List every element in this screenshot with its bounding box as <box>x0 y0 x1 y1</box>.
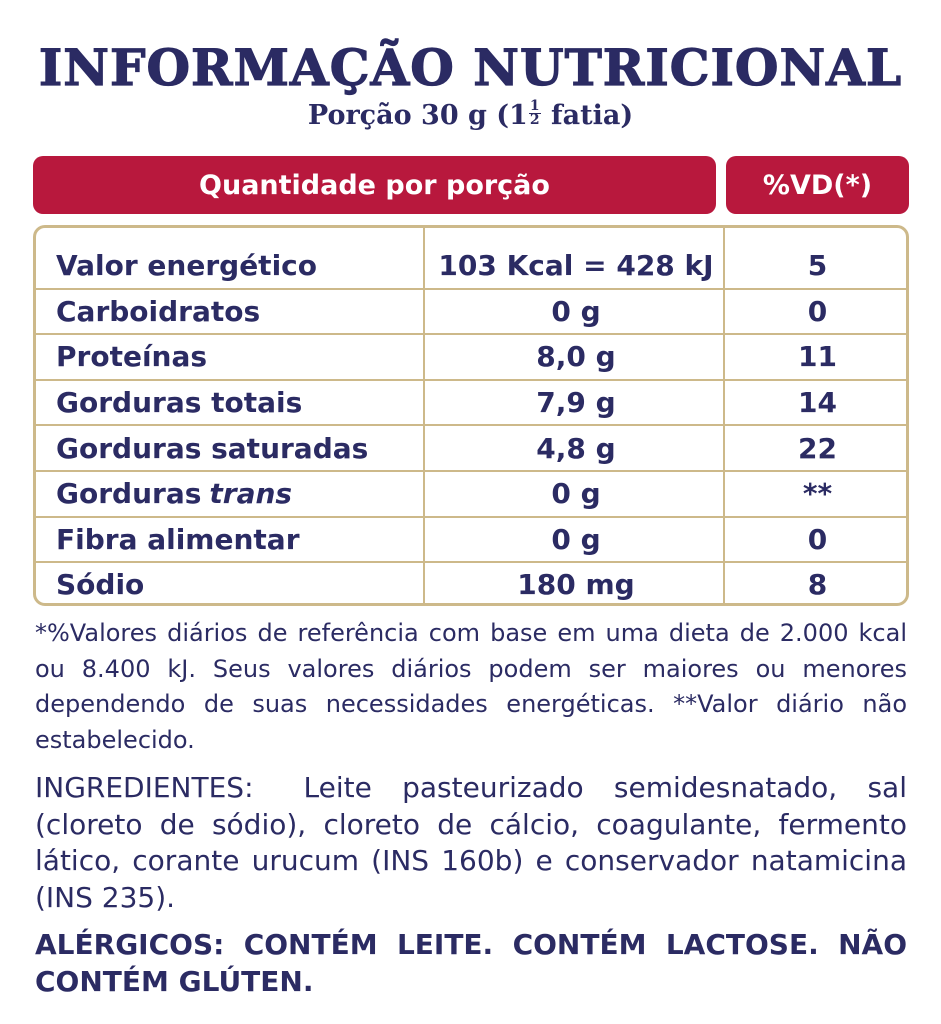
table-row <box>36 562 906 606</box>
nutrient-daily-value: 11 <box>798 340 837 374</box>
nutrient-label: Valor energético <box>56 249 317 283</box>
table-row <box>36 517 906 563</box>
nutrient-quantity: 7,9 g <box>536 386 616 420</box>
nutrient-quantity: 8,0 g <box>536 340 616 374</box>
table-row <box>36 380 906 426</box>
nutrient-daily-value: 14 <box>798 386 837 420</box>
serving-size <box>0 100 941 131</box>
table-row <box>36 334 906 380</box>
nutrient-name <box>56 289 426 335</box>
nutrient-quantity: 0 g <box>551 294 601 328</box>
fraction-denominator: 2 <box>529 112 540 128</box>
nutrient-name <box>56 562 426 606</box>
allergens-statement: ALÉRGICOS: CONTÉM LEITE. CONTÉM LACTOSE. NÃO CONTÉM GLÚTEN. <box>35 928 907 998</box>
nutrient-label-italic: trans <box>209 477 293 511</box>
table-row <box>36 471 906 517</box>
nutrient-daily-value: 0 <box>807 522 828 556</box>
serving-fraction <box>529 100 541 127</box>
daily-value-footnote: *%Valores diários de referência com base em uma dieta de 2.000 kcal ou 8.400 kJ. Seus valores diários podem ser maiores ou menores dependendo de suas necessidades energéticas. **Valor diário não estabelecido. <box>35 619 907 754</box>
nutrient-daily-value: 8 <box>807 568 828 602</box>
nutrient-label: Fibra alimentar <box>56 522 300 556</box>
nutrient-quantity: 4,8 g <box>536 431 616 465</box>
nutrient-quantity: 0 g <box>551 477 601 511</box>
nutrient-daily-value: ** <box>802 477 833 511</box>
table-row <box>36 243 906 289</box>
nutrient-quantity: 103 Kcal = 428 kJ <box>438 249 714 283</box>
nutrient-daily-value: 5 <box>807 249 828 283</box>
nutrient-daily-value: 22 <box>798 431 837 465</box>
nutrient-label: Sódio <box>56 568 145 602</box>
nutrient-daily-value: 0 <box>807 294 828 328</box>
nutrient-quantity: 180 mg <box>517 568 635 602</box>
nutrient-label: Gorduras saturadas <box>56 431 369 465</box>
nutrient-name <box>56 517 426 563</box>
nutrient-name <box>56 380 426 426</box>
ingredients-text: Leite pasteurizado semidesnatado, sal (cloreto de sódio), cloreto de cálcio, coagulante, fermento lático, corante urucum (INS 160b) e conservador natamicina (INS 235). <box>35 771 907 914</box>
fraction-numerator: 1 <box>529 98 540 114</box>
nutrient-label: Gorduras <box>56 477 202 511</box>
nutrient-label: Proteínas <box>56 340 208 374</box>
table-row <box>36 425 906 471</box>
quantity-header: Quantidade por porção <box>33 156 716 214</box>
serving-prefix: Porção 30 g (1 <box>307 100 528 131</box>
ingredients-label: INGREDIENTES: <box>35 771 254 804</box>
table-row <box>36 289 906 335</box>
nutrient-label: Carboidratos <box>56 294 261 328</box>
nutrient-name <box>56 425 426 471</box>
nutrient-label: Gorduras totais <box>56 386 303 420</box>
nutrition-table <box>33 225 909 606</box>
nutrient-name <box>56 471 426 517</box>
nutrient-name <box>56 334 426 380</box>
nutrient-quantity: 0 g <box>551 522 601 556</box>
daily-value-header: %VD(*) <box>726 156 909 214</box>
serving-suffix: fatia) <box>541 100 634 131</box>
nutrient-name <box>56 243 426 289</box>
ingredients-section <box>35 770 907 916</box>
page-title: INFORMAÇÃO NUTRICIONAL <box>38 38 903 97</box>
